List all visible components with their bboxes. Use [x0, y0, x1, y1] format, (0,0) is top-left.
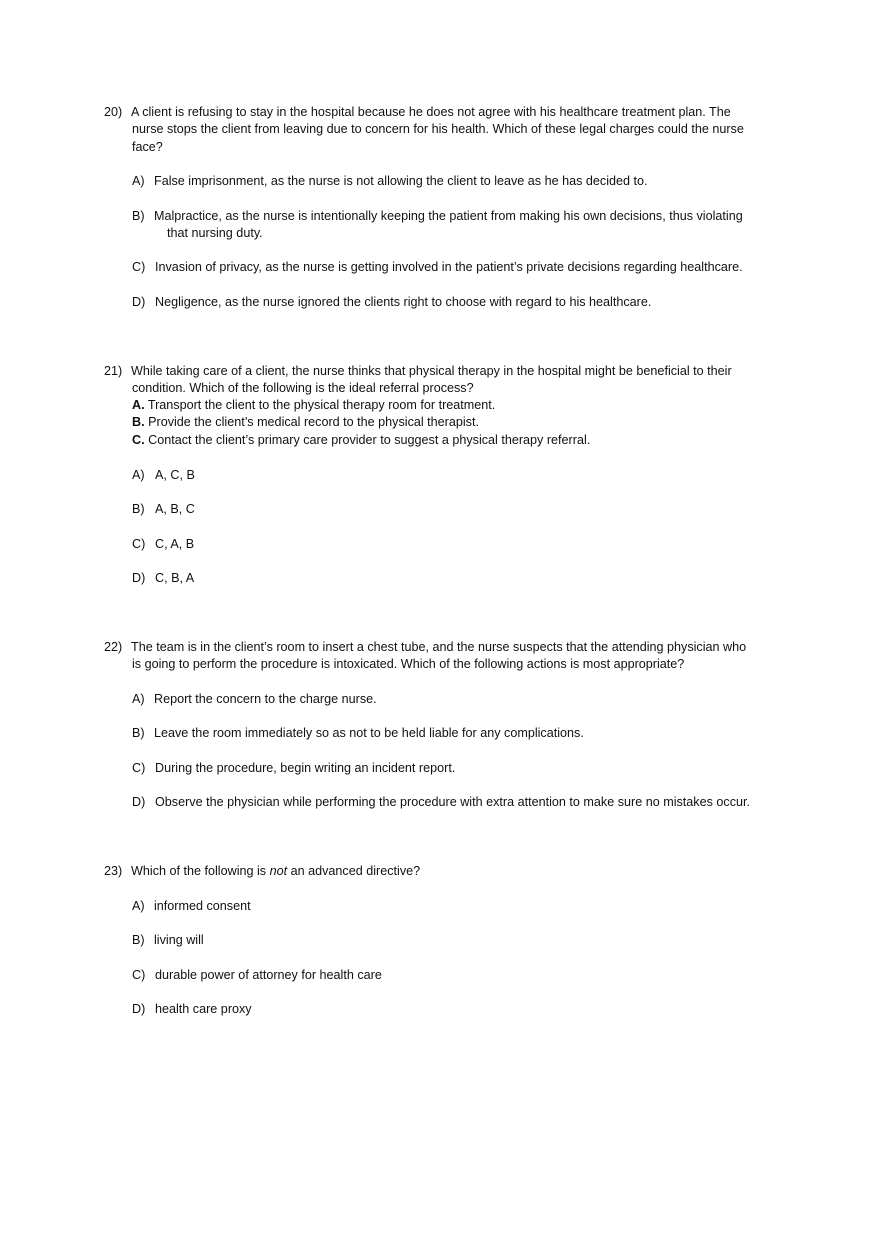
option-letter: B) [132, 209, 145, 223]
question-stem: condition. Which of the following is the ideal referral process? [132, 381, 474, 395]
step-a [132, 397, 495, 413]
step-label: B. [132, 415, 145, 429]
option-text: health care proxy [155, 1002, 252, 1016]
option-text: A, B, C [155, 502, 195, 516]
option-text: informed consent [154, 899, 251, 913]
option-text: A, C, B [155, 468, 195, 482]
question-number: 21) [104, 364, 123, 378]
option-letter: A) [132, 174, 145, 188]
step-label: A. [132, 398, 145, 412]
question-stem: The team is in the client’s room to insert a chest tube, and the nurse suspects that the attending physician who [131, 640, 747, 654]
question-stem: is going to perform the procedure is intoxicated. Which of the following actions is most appropriate? [132, 657, 685, 671]
stem-emphasis: not [269, 864, 288, 878]
option-text: Report the concern to the charge nurse. [154, 692, 377, 706]
stem-text: Which of the following is [131, 864, 270, 878]
question-number: 23) [104, 864, 123, 878]
option-text: Malpractice, as the nurse is intentionally keeping the patient from making his own decisions, thus violating [154, 209, 743, 223]
option-letter: A) [132, 899, 145, 913]
option-text: C, B, A [155, 571, 195, 585]
question-stem: nurse stops the client from leaving due to concern for his health. Which of these legal charges could the nurse [132, 122, 744, 136]
option-letter: C) [132, 968, 146, 982]
option-letter: B) [132, 933, 145, 947]
option-text: durable power of attorney for health care [155, 968, 382, 982]
option-letter: A) [132, 692, 145, 706]
step-c [132, 432, 590, 448]
option-letter: C) [132, 260, 146, 274]
option-letter: D) [132, 571, 146, 585]
stem-text: an advanced directive? [287, 864, 421, 878]
question-stem: While taking care of a client, the nurse thinks that physical therapy in the hospital might be beneficial to their [131, 364, 732, 378]
step-text: Transport the client to the physical therapy room for treatment. [147, 398, 496, 412]
option-text: Observe the physician while performing the procedure with extra attention to make sure no mistakes occur. [155, 795, 750, 809]
option-letter: D) [132, 1002, 146, 1016]
question-stem [131, 863, 420, 879]
option-letter: C) [132, 537, 146, 551]
option-text: that nursing duty. [167, 226, 263, 240]
option-text: During the procedure, begin writing an incident report. [155, 761, 456, 775]
question-number: 22) [104, 640, 123, 654]
option-letter: A) [132, 468, 145, 482]
question-stem: A client is refusing to stay in the hospital because he does not agree with his healthcare treatment plan. The [131, 105, 731, 119]
question-number: 20) [104, 105, 123, 119]
option-text: False imprisonment, as the nurse is not allowing the client to leave as he has decided to. [154, 174, 648, 188]
option-letter: D) [132, 795, 146, 809]
step-b [132, 414, 479, 430]
step-text: Provide the client’s medical record to the physical therapist. [148, 415, 479, 429]
option-letter: D) [132, 295, 146, 309]
option-letter: B) [132, 502, 145, 516]
option-text: Invasion of privacy, as the nurse is getting involved in the patient’s private decisions regarding healthcare. [155, 260, 743, 274]
option-letter: C) [132, 761, 146, 775]
option-text: C, A, B [155, 537, 195, 551]
question-stem: face? [132, 140, 163, 154]
step-text: Contact the client’s primary care provider to suggest a physical therapy referral. [148, 433, 591, 447]
option-text: Negligence, as the nurse ignored the clients right to choose with regard to his healthcare. [155, 295, 652, 309]
step-label: C. [132, 433, 145, 447]
option-letter: B) [132, 726, 145, 740]
option-text: living will [154, 933, 204, 947]
option-text: Leave the room immediately so as not to be held liable for any complications. [154, 726, 584, 740]
